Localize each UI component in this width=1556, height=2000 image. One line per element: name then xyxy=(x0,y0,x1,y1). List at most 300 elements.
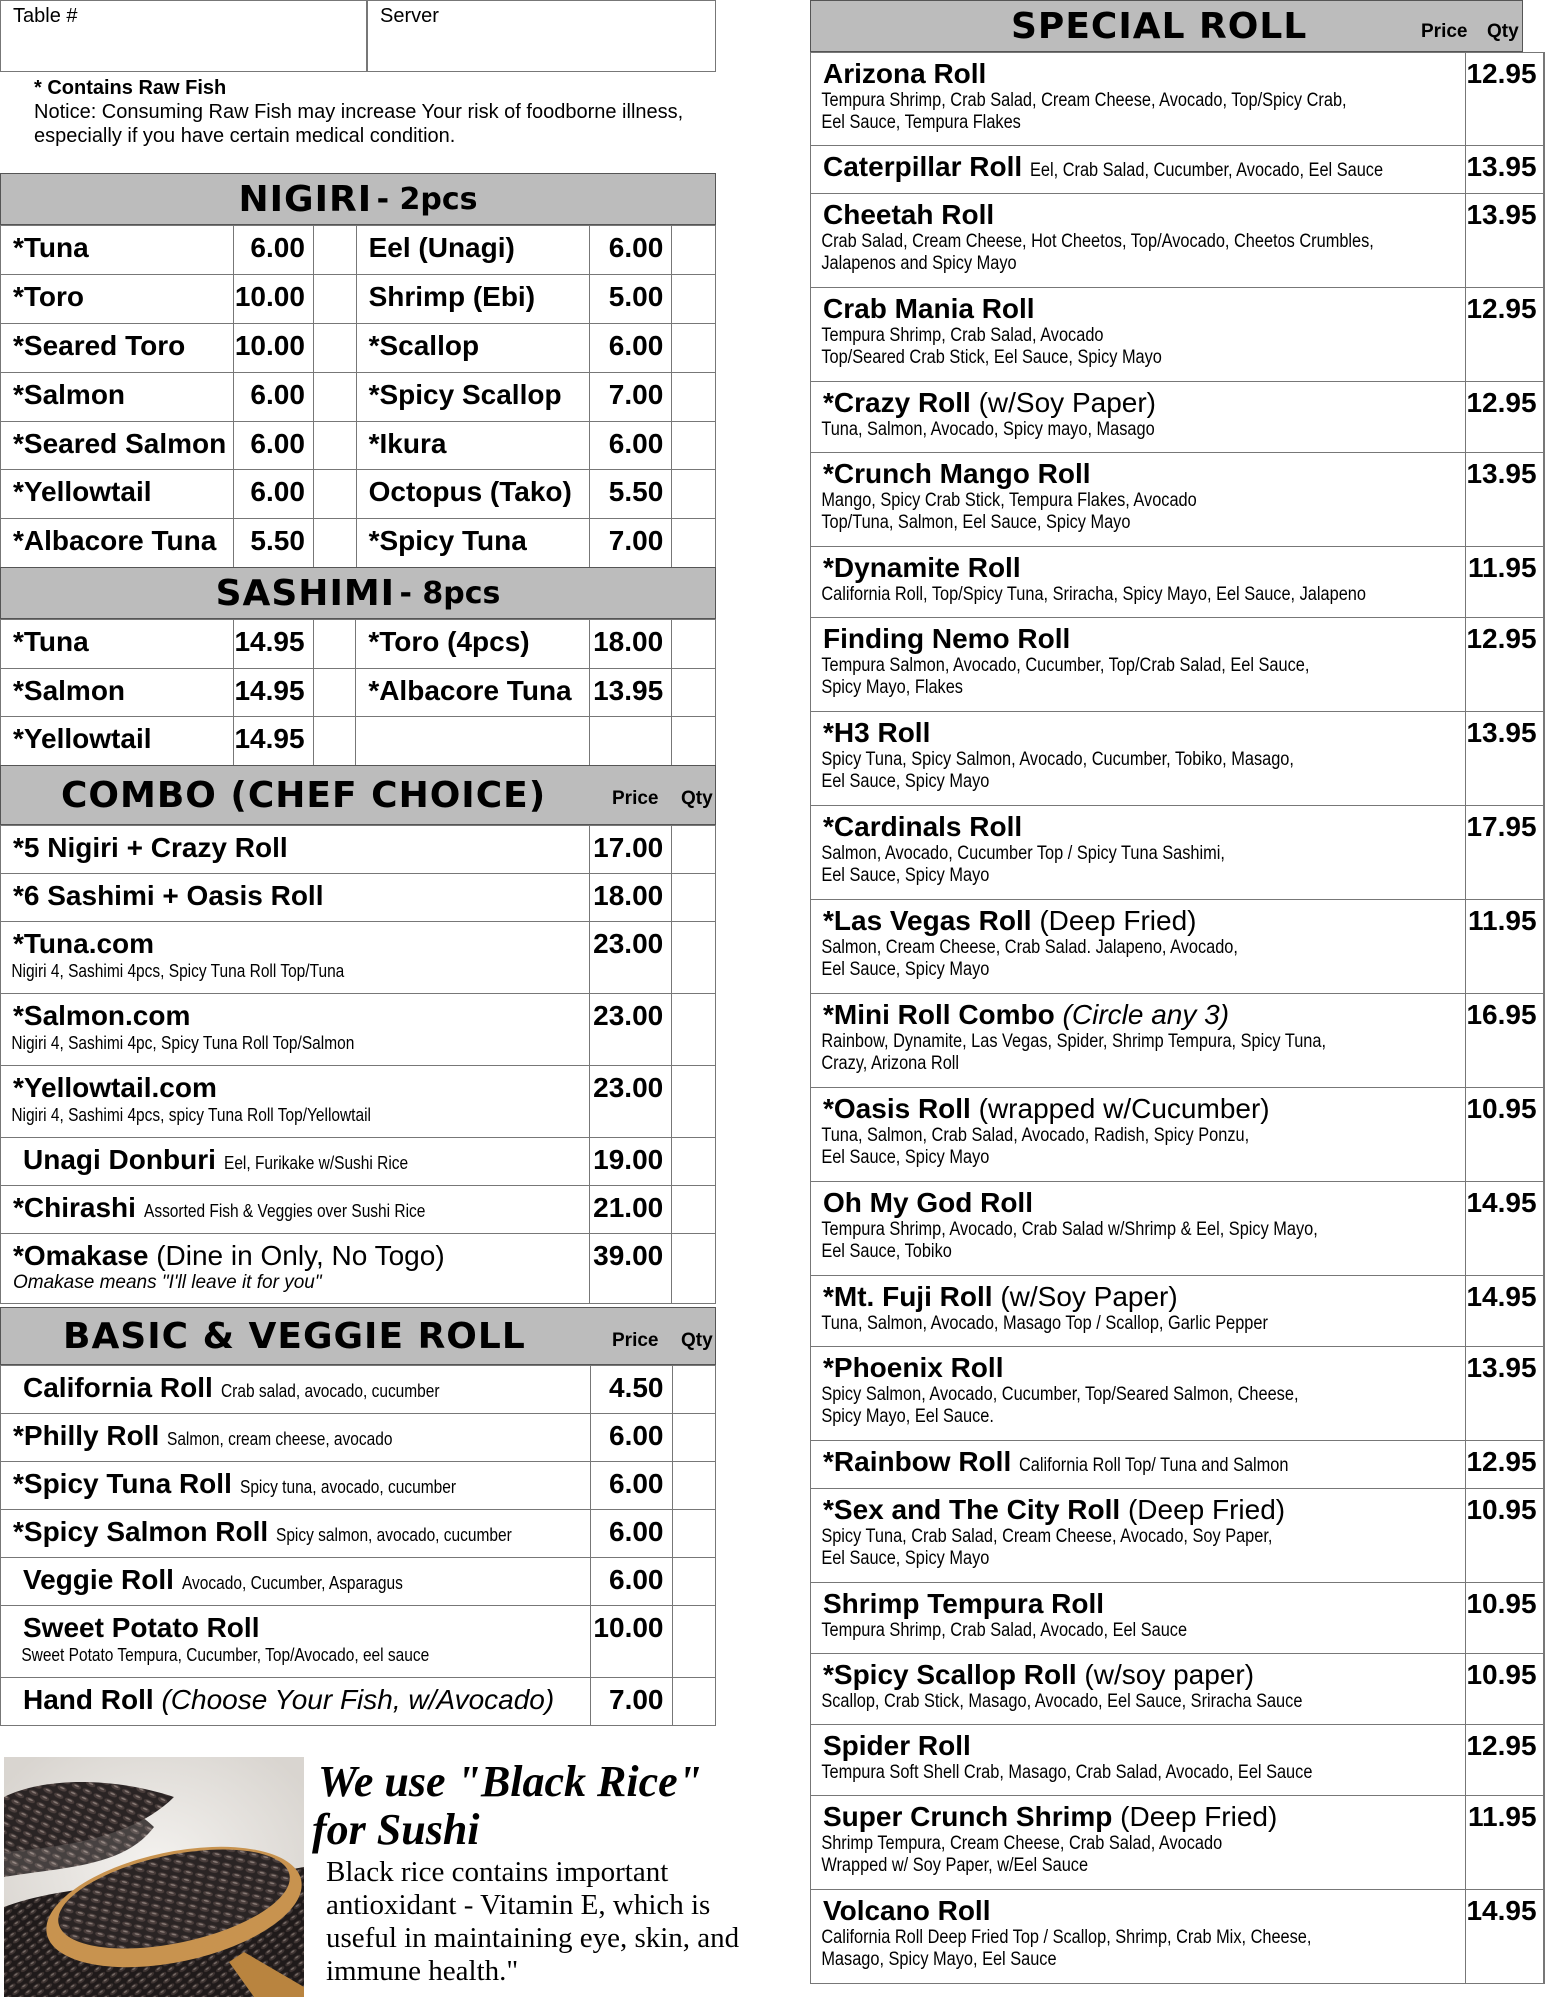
qty-cell[interactable] xyxy=(672,1066,716,1138)
qty-cell[interactable] xyxy=(672,421,716,470)
item-name: *Tuna xyxy=(1,620,234,669)
sashimi-title: SASHIMI xyxy=(215,572,396,614)
item-price: 14.95 xyxy=(1466,1890,1543,1984)
item-cell xyxy=(811,194,1466,288)
combo-row xyxy=(1,1234,716,1304)
server-box[interactable] xyxy=(367,0,716,72)
qty-cell[interactable] xyxy=(1543,453,1544,547)
qty-cell[interactable] xyxy=(1543,1441,1544,1489)
qty-cell[interactable] xyxy=(1543,1182,1544,1276)
item-name: Spider Roll xyxy=(823,1730,971,1761)
item-description: Eel Sauce, Spicy Mayo xyxy=(821,1147,990,1168)
qty-cell[interactable] xyxy=(313,421,356,470)
combo-header xyxy=(0,765,716,825)
qty-cell[interactable] xyxy=(313,323,356,372)
item-name: *Spicy Salmon Roll xyxy=(13,1516,269,1547)
basic-row xyxy=(1,1510,716,1558)
item-description: Scallop, Crab Stick, Masago, Avocado, Eel Sauce, Sriracha Sauce xyxy=(821,1691,1303,1712)
qty-cell[interactable] xyxy=(672,1606,716,1678)
qty-cell[interactable] xyxy=(1543,712,1544,806)
combo-row xyxy=(1,1066,716,1138)
qty-cell[interactable] xyxy=(313,470,356,519)
item-name: *Toro (4pcs) xyxy=(356,620,590,669)
item-price: 14.95 xyxy=(1466,1182,1543,1276)
nigiri-header xyxy=(0,173,716,225)
qty-cell[interactable] xyxy=(672,1678,716,1726)
item-name: *Seared Toro xyxy=(1,323,234,372)
special-row xyxy=(811,1088,1545,1182)
item-name: Crab Mania Roll xyxy=(823,293,1035,324)
item-price: 12.95 xyxy=(1466,1441,1543,1489)
item-name: *Spicy Tuna xyxy=(356,519,590,568)
item-description: Tempura Shrimp, Crab Salad, Avocado, Eel Sauce xyxy=(821,1620,1188,1641)
item-price: 13.95 xyxy=(1466,712,1543,806)
qty-cell[interactable] xyxy=(672,1234,716,1304)
item-name: *Chirashi xyxy=(13,1192,136,1223)
item-cell xyxy=(811,1276,1466,1347)
special-row xyxy=(811,547,1545,618)
item-description: Tuna, Salmon, Avocado, Spicy mayo, Masago xyxy=(821,419,1155,440)
qty-cell[interactable] xyxy=(1543,1796,1544,1890)
item-name: California Roll xyxy=(23,1372,213,1403)
item-description: Tempura Soft Shell Crab, Masago, Crab Salad, Avocado, Eel Sauce xyxy=(821,1762,1313,1783)
item-price: 13.95 xyxy=(1466,1347,1543,1441)
qty-cell[interactable] xyxy=(1543,146,1544,194)
item-name: Arizona Roll xyxy=(823,58,987,89)
item-description: Top/Tuna, Salmon, Eel Sauce, Spicy Mayo xyxy=(821,512,1131,533)
item-description: Spicy Salmon, Avocado, Cucumber, Top/Seared Salmon, Cheese, xyxy=(821,1384,1299,1405)
item-name: *Seared Salmon xyxy=(1,421,234,470)
item-description: Crab Salad, Cream Cheese, Hot Cheetos, Top/Avocado, Cheetos Crumbles, xyxy=(821,231,1374,252)
qty-cell[interactable] xyxy=(1543,1489,1544,1583)
combo-row xyxy=(1,922,716,994)
item-cell xyxy=(811,1890,1466,1984)
item-cell xyxy=(1,1138,590,1186)
item-name: *Yellowtail xyxy=(1,470,234,519)
qty-cell[interactable] xyxy=(672,226,716,275)
item-price: 11.95 xyxy=(1466,1796,1543,1890)
sashimi-row xyxy=(1,717,716,766)
item-description: Spicy Mayo, Eel Sauce. xyxy=(821,1406,994,1427)
item-price: 12.95 xyxy=(1466,382,1543,453)
qty-cell[interactable] xyxy=(313,372,356,421)
qty-cell[interactable] xyxy=(672,519,716,568)
qty-cell[interactable] xyxy=(672,323,716,372)
item-price: 13.95 xyxy=(1466,194,1543,288)
item-cell xyxy=(811,712,1466,806)
item-description: Eel, Furikake w/Sushi Rice xyxy=(223,1153,408,1173)
item-cell xyxy=(811,382,1466,453)
black-rice-photo xyxy=(4,1757,304,1997)
item-cell xyxy=(1,1558,591,1606)
black-rice-title xyxy=(312,1757,703,1854)
item-description: Spicy Mayo, Flakes xyxy=(821,677,963,698)
item-note: (w/soy paper) xyxy=(1084,1659,1255,1690)
item-cell xyxy=(1,1066,590,1138)
special-row xyxy=(811,900,1545,994)
item-price: 14.95 xyxy=(233,717,313,766)
qty-cell[interactable] xyxy=(672,274,716,323)
item-cell xyxy=(1,1678,591,1726)
special-price-label: Price xyxy=(1421,21,1468,42)
nigiri-subtitle: - 2pcs xyxy=(376,181,478,217)
combo-price-label: Price xyxy=(612,788,659,809)
item-description: Eel Sauce, Spicy Mayo xyxy=(821,959,990,980)
item-cell xyxy=(1,826,590,874)
qty-cell[interactable] xyxy=(1543,806,1544,900)
item-description: Avocado, Cucumber, Asparagus xyxy=(181,1573,403,1593)
item-description: Sweet Potato Tempura, Cucumber, Top/Avocado, eel sauce xyxy=(21,1645,430,1665)
item-price: 10.00 xyxy=(590,1606,672,1678)
item-cell xyxy=(811,1088,1466,1182)
item-cell xyxy=(811,994,1466,1088)
item-note: (Circle any 3) xyxy=(1062,999,1230,1030)
qty-cell[interactable] xyxy=(672,1138,716,1186)
item-price: 6.00 xyxy=(590,1414,672,1462)
item-cell xyxy=(1,1234,590,1304)
black-rice-title-line2: for Sushi xyxy=(312,1805,480,1854)
item-name: *5 Nigiri + Crazy Roll xyxy=(13,832,288,863)
item-description: Eel Sauce, Tobiko xyxy=(821,1241,952,1262)
special-row xyxy=(811,994,1545,1088)
qty-cell[interactable] xyxy=(672,1186,716,1234)
item-description: Tempura Shrimp, Crab Salad, Avocado xyxy=(821,325,1104,346)
item-description: Jalapenos and Spicy Mayo xyxy=(821,253,1017,274)
item-cell xyxy=(811,618,1466,712)
item-price: 39.00 xyxy=(590,1234,672,1304)
qty-cell[interactable] xyxy=(672,1462,716,1510)
special-row xyxy=(811,146,1545,194)
item-price: 21.00 xyxy=(590,1186,672,1234)
item-name: Shrimp (Ebi) xyxy=(356,274,590,323)
item-name: *Rainbow Roll xyxy=(823,1446,1012,1477)
nigiri-row xyxy=(1,470,716,519)
qty-cell[interactable] xyxy=(672,372,716,421)
basic-row xyxy=(1,1558,716,1606)
special-row xyxy=(811,806,1545,900)
item-price: 11.95 xyxy=(1466,900,1543,994)
item-note: (Deep Fried) xyxy=(1039,905,1197,936)
item-name: *Tuna xyxy=(1,226,234,275)
item-note: (Dine in Only, No Togo) xyxy=(156,1240,445,1271)
item-cell xyxy=(1,994,590,1066)
item-price: 6.00 xyxy=(233,372,313,421)
qty-cell[interactable] xyxy=(1543,994,1544,1088)
item-name: *Yellowtail xyxy=(1,717,234,766)
item-description: Masago, Spicy Mayo, Eel Sauce xyxy=(821,1949,1057,1970)
item-name: *Tuna.com xyxy=(13,928,155,959)
item-price: 13.95 xyxy=(1466,146,1543,194)
item-price: 23.00 xyxy=(590,1066,672,1138)
item-name: *Phoenix Roll xyxy=(823,1352,1004,1383)
item-description: Tempura Salmon, Avocado, Cucumber, Top/Crab Salad, Eel Sauce, xyxy=(821,655,1310,676)
item-cell xyxy=(811,1725,1466,1796)
item-price: 10.95 xyxy=(1466,1088,1543,1182)
qty-cell[interactable] xyxy=(1543,382,1544,453)
special-qty-label: Qty xyxy=(1487,21,1519,42)
item-name: *Spicy Tuna Roll xyxy=(13,1468,232,1499)
item-name: *Scallop xyxy=(356,323,590,372)
nigiri-title: NIGIRI xyxy=(238,178,373,220)
qty-cell[interactable] xyxy=(313,274,356,323)
item-price: 18.00 xyxy=(590,874,672,922)
item-description: Salmon, cream cheese, avocado xyxy=(167,1429,393,1449)
special-row xyxy=(811,1441,1545,1489)
sashimi-header xyxy=(0,567,716,619)
item-description: Salmon, Avocado, Cucumber Top / Spicy Tuna Sashimi, xyxy=(821,843,1225,864)
combo-qty-label: Qty xyxy=(681,788,713,809)
item-name: *Omakase xyxy=(13,1240,149,1271)
qty-cell[interactable] xyxy=(672,1558,716,1606)
item-description: Nigiri 4, Sashimi 4pc, Spicy Tuna Roll Top/Salmon xyxy=(11,1033,355,1053)
item-note: (Choose Your Fish, w/Avocado) xyxy=(161,1684,555,1715)
item-cell xyxy=(811,1182,1466,1276)
item-name: *Toro xyxy=(1,274,234,323)
qty-cell[interactable] xyxy=(313,226,356,275)
item-price: 6.00 xyxy=(590,1462,672,1510)
qty-cell[interactable] xyxy=(1543,1088,1544,1182)
special-row xyxy=(811,1276,1545,1347)
special-row xyxy=(811,194,1545,288)
qty-cell[interactable] xyxy=(1543,53,1544,146)
nigiri-row xyxy=(1,421,716,470)
basic-header xyxy=(0,1307,716,1365)
qty-cell[interactable] xyxy=(1543,547,1544,618)
item-note: (Deep Fried) xyxy=(1127,1494,1286,1525)
nigiri-row xyxy=(1,323,716,372)
special-row xyxy=(811,1654,1545,1725)
item-description: California Roll, Top/Spicy Tuna, Sriracha, Spicy Mayo, Eel Sauce, Jalapeno xyxy=(821,584,1366,605)
combo-row xyxy=(1,1138,716,1186)
qty-cell[interactable] xyxy=(672,717,716,766)
qty-cell[interactable] xyxy=(672,668,716,717)
item-description: Eel Sauce, Spicy Mayo xyxy=(821,771,990,792)
item-cell xyxy=(811,1796,1466,1890)
item-description: California Roll Deep Fried Top / Scallop, Shrimp, Crab Mix, Cheese, xyxy=(821,1927,1312,1948)
item-price: 6.00 xyxy=(590,1558,672,1606)
table-number-label: Table # xyxy=(13,5,78,27)
item-price: 7.00 xyxy=(590,372,672,421)
item-cell xyxy=(811,806,1466,900)
special-row xyxy=(811,1182,1545,1276)
item-cell xyxy=(811,53,1466,146)
item-description: Spicy Tuna, Spicy Salmon, Avocado, Cucumber, Tobiko, Masago, xyxy=(821,749,1294,770)
item-name: Finding Nemo Roll xyxy=(823,623,1071,654)
item-name: *Crunch Mango Roll xyxy=(823,458,1091,489)
item-cell xyxy=(1,1510,591,1558)
qty-cell[interactable] xyxy=(672,1366,716,1414)
item-price: 4.50 xyxy=(590,1366,672,1414)
item-name: Veggie Roll xyxy=(23,1564,174,1595)
item-name: *H3 Roll xyxy=(823,717,931,748)
black-rice-body: Black rice contains important antioxidant - Vitamin E, which is useful in maintaining eye, skin, and immune health." xyxy=(326,1856,740,1987)
item-price: 5.50 xyxy=(590,470,672,519)
item-name: *Dynamite Roll xyxy=(823,552,1021,583)
qty-cell[interactable] xyxy=(313,620,356,669)
item-name: Sweet Potato Roll xyxy=(23,1612,260,1643)
basic-title: BASIC & VEGGIE ROLL xyxy=(63,1315,526,1357)
item-price: 6.00 xyxy=(590,421,672,470)
combo-table xyxy=(0,825,716,1304)
qty-cell[interactable] xyxy=(1543,288,1544,382)
item-description: Wrapped w/ Soy Paper, w/Eel Sauce xyxy=(821,1855,1089,1876)
qty-cell[interactable] xyxy=(1543,1890,1544,1984)
item-description: Eel Sauce, Spicy Mayo xyxy=(821,1548,990,1569)
item-name: *Spicy Scallop Roll xyxy=(823,1659,1077,1690)
special-title: SPECIAL ROLL xyxy=(1011,5,1308,47)
raw-fish-notice xyxy=(34,76,724,148)
qty-cell[interactable] xyxy=(1543,194,1544,288)
item-name: *Las Vegas Roll xyxy=(823,905,1032,936)
item-description: Eel Sauce, Tempura Flakes xyxy=(821,112,1021,133)
item-note: (Deep Fried) xyxy=(1120,1801,1278,1832)
qty-cell[interactable] xyxy=(313,519,356,568)
item-description: Eel, Crab Salad, Cucumber, Avocado, Eel Sauce xyxy=(1029,160,1383,181)
qty-cell[interactable] xyxy=(672,994,716,1066)
qty-cell[interactable] xyxy=(672,470,716,519)
special-row xyxy=(811,382,1545,453)
item-name: Hand Roll xyxy=(23,1684,154,1715)
item-price: 18.00 xyxy=(590,620,672,669)
item-price: 6.00 xyxy=(233,470,313,519)
special-row xyxy=(811,1583,1545,1654)
item-name: Shrimp Tempura Roll xyxy=(823,1588,1105,1619)
table-number-box[interactable] xyxy=(0,0,367,72)
item-name: *Yellowtail.com xyxy=(13,1072,217,1103)
item-description: California Roll Top/ Tuna and Salmon xyxy=(1019,1455,1289,1476)
item-price: 12.95 xyxy=(1466,53,1543,146)
combo-row xyxy=(1,1186,716,1234)
raw-fish-title: * Contains Raw Fish xyxy=(34,77,227,99)
item-cell xyxy=(811,1654,1466,1725)
item-note: (w/Soy Paper) xyxy=(978,387,1157,418)
item-name xyxy=(356,717,590,766)
item-price: 6.00 xyxy=(590,1510,672,1558)
item-description: Tempura Shrimp, Crab Salad, Cream Cheese, Avocado, Top/Spicy Crab, xyxy=(821,90,1347,111)
item-description: Mango, Spicy Crab Stick, Tempura Flakes, Avocado xyxy=(821,490,1197,511)
qty-cell[interactable] xyxy=(313,668,356,717)
qty-cell[interactable] xyxy=(1543,618,1544,712)
qty-cell[interactable] xyxy=(1543,1725,1544,1796)
item-price: 19.00 xyxy=(590,1138,672,1186)
item-price: 17.00 xyxy=(590,826,672,874)
item-price: 11.95 xyxy=(1466,547,1543,618)
item-description: Rainbow, Dynamite, Las Vegas, Spider, Shrimp Tempura, Spicy Tuna, xyxy=(821,1031,1327,1052)
item-name: Caterpillar Roll xyxy=(823,151,1023,182)
item-price: 16.95 xyxy=(1466,994,1543,1088)
qty-cell[interactable] xyxy=(1543,1276,1544,1347)
special-row xyxy=(811,712,1545,806)
qty-cell[interactable] xyxy=(672,874,716,922)
item-note: (wrapped w/Cucumber) xyxy=(978,1093,1270,1124)
item-price: 17.95 xyxy=(1466,806,1543,900)
item-price: 23.00 xyxy=(590,994,672,1066)
item-cell xyxy=(1,922,590,994)
item-name: *Philly Roll xyxy=(13,1420,160,1451)
item-cell xyxy=(811,1441,1466,1489)
qty-cell[interactable] xyxy=(313,717,356,766)
item-name: Volcano Roll xyxy=(823,1895,991,1926)
item-price: 12.95 xyxy=(1466,288,1543,382)
qty-cell[interactable] xyxy=(672,922,716,994)
item-name: *Ikura xyxy=(356,421,590,470)
raw-fish-text: Notice: Consuming Raw Fish may increase Your risk of foodborne illness, especially if you have certain medical condition. xyxy=(34,101,684,147)
item-name: Eel (Unagi) xyxy=(356,226,590,275)
item-name: *Albacore Tuna xyxy=(356,668,590,717)
basic-row xyxy=(1,1606,716,1678)
combo-row xyxy=(1,994,716,1066)
special-row xyxy=(811,1725,1545,1796)
item-description: Crab salad, avocado, cucumber xyxy=(220,1381,440,1401)
nigiri-row xyxy=(1,274,716,323)
qty-cell[interactable] xyxy=(1543,900,1544,994)
sashimi-table xyxy=(0,619,716,766)
item-price: 5.50 xyxy=(233,519,313,568)
special-table xyxy=(810,52,1545,1984)
qty-cell[interactable] xyxy=(672,1414,716,1462)
basic-table xyxy=(0,1365,716,1726)
item-price: 14.95 xyxy=(233,620,313,669)
item-name: *Albacore Tuna xyxy=(1,519,234,568)
item-cell xyxy=(811,146,1466,194)
item-price: 5.00 xyxy=(590,274,672,323)
item-price: 10.95 xyxy=(1466,1654,1543,1725)
basic-row xyxy=(1,1366,716,1414)
item-name: *Salmon xyxy=(1,372,234,421)
item-name: Oh My God Roll xyxy=(823,1187,1033,1218)
item-cell xyxy=(1,1366,591,1414)
item-price: 10.00 xyxy=(233,274,313,323)
item-price: 10.95 xyxy=(1466,1583,1543,1654)
item-cell xyxy=(1,1606,591,1678)
item-name: *Salmon.com xyxy=(13,1000,191,1031)
item-name: *Spicy Scallop xyxy=(356,372,590,421)
item-name: *Mt. Fuji Roll xyxy=(823,1281,993,1312)
sashimi-row xyxy=(1,668,716,717)
item-cell xyxy=(1,1186,590,1234)
nigiri-table xyxy=(0,225,716,568)
qty-cell[interactable] xyxy=(1543,1654,1544,1725)
item-cell xyxy=(811,1583,1466,1654)
item-name: Cheetah Roll xyxy=(823,199,995,230)
item-price: 14.95 xyxy=(233,668,313,717)
qty-cell[interactable] xyxy=(672,620,716,669)
item-price: 13.95 xyxy=(1466,453,1543,547)
special-row xyxy=(811,1489,1545,1583)
item-cell xyxy=(811,288,1466,382)
item-name: *Crazy Roll xyxy=(823,387,971,418)
item-price: 6.00 xyxy=(233,421,313,470)
qty-cell[interactable] xyxy=(1543,1583,1544,1654)
item-cell xyxy=(1,874,590,922)
item-name: *Sex and The City Roll xyxy=(823,1494,1121,1525)
qty-cell[interactable] xyxy=(672,1510,716,1558)
special-row xyxy=(811,288,1545,382)
item-price: 7.00 xyxy=(590,1678,672,1726)
item-cell xyxy=(811,453,1466,547)
basic-row xyxy=(1,1462,716,1510)
special-row xyxy=(811,1347,1545,1441)
qty-cell[interactable] xyxy=(672,826,716,874)
item-name: *Oasis Roll xyxy=(823,1093,971,1124)
item-price: 13.95 xyxy=(590,668,672,717)
qty-cell[interactable] xyxy=(1543,1347,1544,1441)
item-description: Crazy, Arizona Roll xyxy=(821,1053,960,1074)
sashimi-subtitle: - 8pcs xyxy=(399,575,501,611)
item-description: Nigiri 4, Sashimi 4pcs, spicy Tuna Roll Top/Yellowtail xyxy=(11,1105,371,1125)
item-price: 6.00 xyxy=(233,226,313,275)
server-label: Server xyxy=(380,5,439,27)
